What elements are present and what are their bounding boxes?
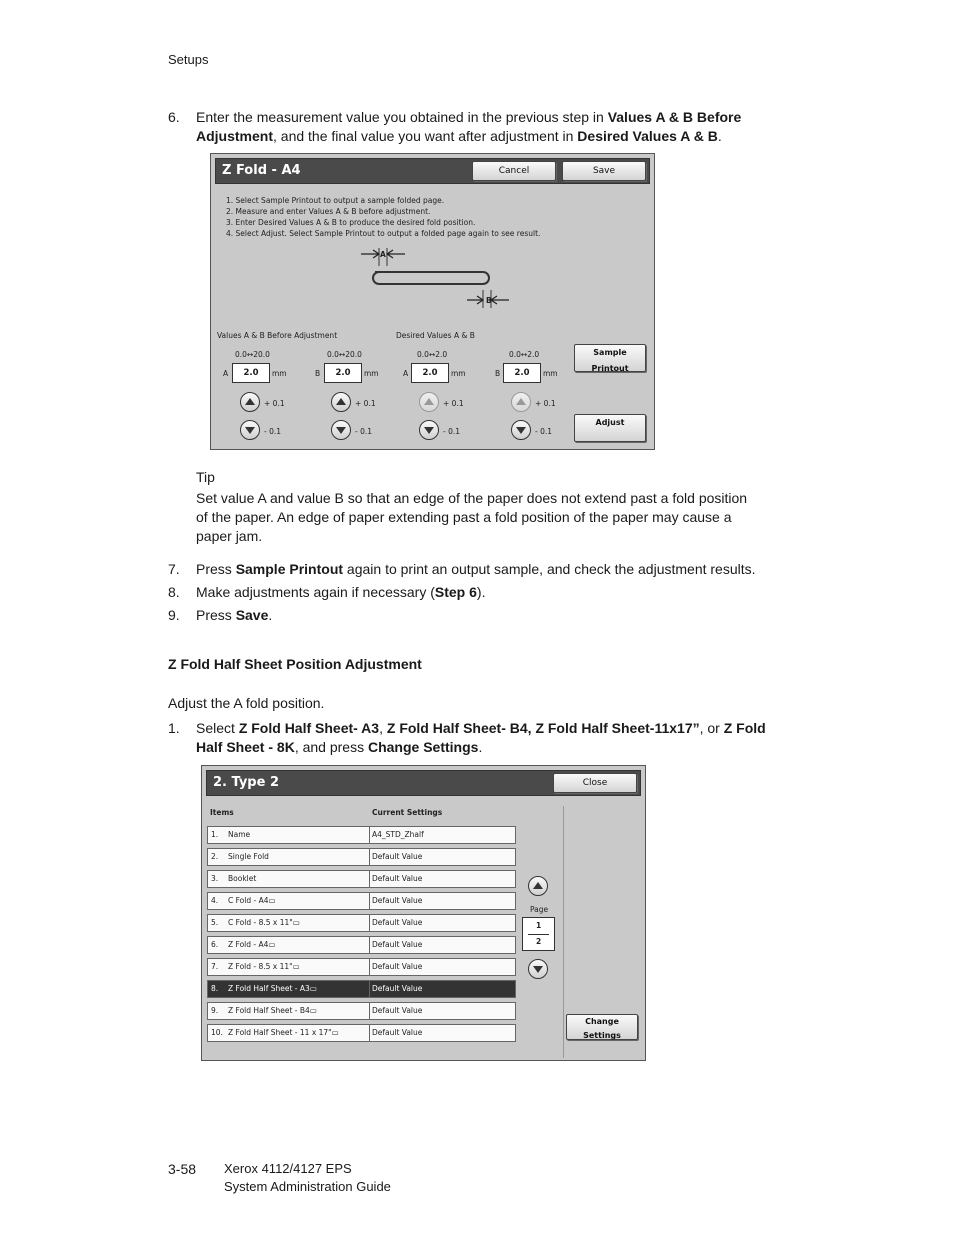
table-row-item[interactable] bbox=[207, 1024, 370, 1042]
footer-guide: System Administration Guide bbox=[224, 1179, 391, 1194]
table-row-item[interactable] bbox=[207, 1002, 370, 1020]
increment-label: + 0.1 bbox=[355, 399, 376, 408]
table-row-item[interactable] bbox=[207, 914, 370, 932]
table-row-item[interactable] bbox=[207, 892, 370, 910]
increment-label: + 0.1 bbox=[443, 399, 464, 408]
decrement-label: - 0.1 bbox=[355, 427, 373, 436]
step-7-text-part: again to print an output sample, and check the adjustment results. bbox=[343, 561, 756, 577]
page-number: 3-58 bbox=[168, 1161, 197, 1177]
step-1-text-part: , and press bbox=[294, 739, 368, 755]
step-1-bold: Z Fold Half Sheet- A3 bbox=[238, 720, 380, 736]
step-1-bold: Half Sheet - 8K bbox=[196, 739, 295, 755]
range-label: 0.0↔2.0 bbox=[509, 350, 540, 359]
step-8-text-part: ). bbox=[476, 584, 486, 600]
fold-diagram bbox=[351, 242, 521, 312]
page-label: Page bbox=[530, 905, 549, 914]
instruction-line: 4. Select Adjust. Select Sample Printout to output a folded page again to see result. bbox=[226, 229, 541, 238]
step-8-text bbox=[196, 583, 485, 602]
field-letter: A bbox=[403, 369, 409, 378]
step-1-bold: Z Fold Half Sheet- B4, Z Fold Half Sheet-11x17” bbox=[386, 720, 700, 736]
page-down-button[interactable] bbox=[528, 959, 548, 979]
decrement-label: - 0.1 bbox=[264, 427, 282, 436]
save-button[interactable]: Save bbox=[562, 161, 646, 181]
page-total: 2 bbox=[536, 937, 542, 946]
step-1-text-part: Select bbox=[196, 720, 239, 736]
increment-label: + 0.1 bbox=[535, 399, 556, 408]
page-up-button[interactable] bbox=[528, 876, 548, 896]
tip-line: paper jam. bbox=[196, 528, 263, 544]
increment-button[interactable] bbox=[419, 392, 439, 412]
triangle-up-icon bbox=[245, 398, 255, 405]
diagram-label-a: A bbox=[380, 250, 386, 259]
close-button[interactable]: Close bbox=[553, 773, 637, 793]
table-row-value[interactable]: Default Value bbox=[369, 936, 516, 954]
decrement-button[interactable] bbox=[511, 420, 531, 440]
row-item-label: Z Fold Half Sheet - 11 x 17"▭ bbox=[228, 1028, 339, 1037]
step-1-bold: Change Settings bbox=[367, 739, 479, 755]
range-label: 0.0↔20.0 bbox=[235, 350, 270, 359]
adjust-button[interactable]: Adjust bbox=[574, 414, 646, 442]
instruction-line: 2. Measure and enter Values A & B before adjustment. bbox=[226, 207, 431, 216]
triangle-down-icon bbox=[516, 427, 526, 434]
footer-product: Xerox 4112/4127 EPS bbox=[224, 1161, 352, 1176]
field-letter: A bbox=[223, 369, 229, 378]
increment-label: + 0.1 bbox=[264, 399, 285, 408]
value-a-before-input[interactable]: 2.0 bbox=[232, 363, 270, 383]
step-6-text-part: , and the final value you want after adjustment in bbox=[273, 128, 578, 144]
z-fold-a4-screen bbox=[210, 153, 655, 450]
step-9-bold: Save bbox=[235, 607, 269, 623]
change-settings-button[interactable]: Change Settings bbox=[566, 1014, 638, 1040]
table-row-item[interactable] bbox=[207, 980, 370, 998]
panel-divider bbox=[563, 806, 564, 1058]
table-row-value[interactable]: Default Value bbox=[369, 1024, 516, 1042]
row-item-label: Z Fold - 8.5 x 11"▭ bbox=[228, 962, 300, 971]
step-1-number: 1. bbox=[168, 720, 180, 736]
field-letter: B bbox=[315, 369, 321, 378]
decrement-label: - 0.1 bbox=[443, 427, 461, 436]
cancel-button[interactable]: Cancel bbox=[472, 161, 556, 181]
decrement-label: - 0.1 bbox=[535, 427, 553, 436]
decrement-button[interactable] bbox=[419, 420, 439, 440]
row-item-label: Booklet bbox=[228, 874, 257, 883]
section-heading: Z Fold Half Sheet Position Adjustment bbox=[168, 656, 422, 672]
table-row-item[interactable] bbox=[207, 826, 370, 844]
step-6-bold-desired: Desired Values A & B bbox=[577, 128, 718, 144]
tip-line: of the paper. An edge of paper extending past a fold position of the paper may cause a bbox=[196, 509, 732, 525]
step-7-text-part: Press bbox=[196, 561, 236, 577]
table-row-value[interactable]: Default Value bbox=[369, 870, 516, 888]
step-6-number: 6. bbox=[168, 109, 180, 125]
triangle-down-icon bbox=[336, 427, 346, 434]
folded-paper-shape bbox=[373, 272, 489, 284]
range-label: 0.0↔2.0 bbox=[417, 350, 448, 359]
step-6-bold-values: Values A & B Before bbox=[607, 109, 742, 125]
range-label: 0.0↔20.0 bbox=[327, 350, 362, 359]
table-row-item[interactable] bbox=[207, 870, 370, 888]
row-item-label: C Fold - 8.5 x 11"▭ bbox=[228, 918, 300, 927]
triangle-up-icon bbox=[336, 398, 346, 405]
table-row-value[interactable]: Default Value bbox=[369, 914, 516, 932]
type-2-screen bbox=[201, 765, 646, 1061]
table-row-value[interactable]: Default Value bbox=[369, 848, 516, 866]
increment-button[interactable] bbox=[331, 392, 351, 412]
arrow-right-icon bbox=[361, 250, 379, 258]
triangle-up-icon bbox=[533, 882, 543, 889]
row-number: 4. bbox=[211, 896, 219, 905]
triangle-up-icon bbox=[516, 398, 526, 405]
decrement-button[interactable] bbox=[240, 420, 260, 440]
row-item-label: Z Fold Half Sheet - B4▭ bbox=[228, 1006, 317, 1015]
step-9-text-part: Press bbox=[196, 607, 236, 623]
decrement-button[interactable] bbox=[331, 420, 351, 440]
step-7-number: 7. bbox=[168, 561, 180, 577]
row-number: 2. bbox=[211, 852, 219, 861]
table-row-value[interactable]: Default Value bbox=[369, 980, 516, 998]
tip-heading: Tip bbox=[196, 469, 215, 485]
step-1-bold: Z Fold bbox=[723, 720, 766, 736]
step-7-bold: Sample Printout bbox=[235, 561, 344, 577]
step-8-text-part: Make adjustments again if necessary ( bbox=[196, 584, 435, 600]
table-row-item[interactable] bbox=[207, 936, 370, 954]
step-1-text bbox=[196, 719, 796, 757]
step-6-text-part: Enter the measurement value you obtained in the previous step in bbox=[196, 109, 608, 125]
row-number: 8. bbox=[211, 984, 219, 993]
column-header-current: Current Settings bbox=[372, 808, 443, 817]
arrow-left-icon bbox=[491, 296, 509, 304]
step-6-bold-adjustment: Adjustment bbox=[196, 128, 273, 144]
unit-label: mm bbox=[543, 369, 558, 378]
instruction-line: 3. Enter Desired Values A & B to produce the desired fold position. bbox=[226, 218, 476, 227]
sample-printout-button[interactable]: Sample Printout bbox=[574, 344, 646, 372]
unit-label: mm bbox=[451, 369, 466, 378]
triangle-down-icon bbox=[533, 966, 543, 973]
running-header: Setups bbox=[168, 52, 209, 67]
row-number: 7. bbox=[211, 962, 219, 971]
arrow-right-icon bbox=[467, 296, 483, 304]
step-1-text-part: , or bbox=[699, 720, 724, 736]
screen-title: 2. Type 2 bbox=[213, 775, 280, 790]
table-row-value[interactable]: Default Value bbox=[369, 958, 516, 976]
table-row-value[interactable]: Default Value bbox=[369, 1002, 516, 1020]
instruction-line: 1. Select Sample Printout to output a sample folded page. bbox=[226, 196, 445, 205]
step-9-number: 9. bbox=[168, 607, 180, 623]
row-item-label: C Fold - A4▭ bbox=[228, 896, 276, 905]
step-6-text-part: . bbox=[717, 128, 722, 144]
value-a-desired-input[interactable]: 2.0 bbox=[411, 363, 449, 383]
increment-button[interactable] bbox=[240, 392, 260, 412]
row-item-label: Name bbox=[228, 830, 251, 839]
desired-values-label: Desired Values A & B bbox=[396, 331, 475, 340]
value-b-before-input[interactable]: 2.0 bbox=[324, 363, 362, 383]
tip-line: Set value A and value B so that an edge of the paper does not extend past a fold position bbox=[196, 490, 748, 506]
row-number: 5. bbox=[211, 918, 219, 927]
step-1-text-part: . bbox=[478, 739, 483, 755]
diagram-label-b: B bbox=[486, 296, 492, 305]
page-current: 1 bbox=[536, 921, 542, 930]
screen-title: Z Fold - A4 bbox=[222, 163, 301, 178]
step-1-text-part: , bbox=[379, 720, 387, 736]
row-number: 3. bbox=[211, 874, 219, 883]
increment-button[interactable] bbox=[511, 392, 531, 412]
intro-text: Adjust the A fold position. bbox=[168, 695, 325, 711]
table-row-value[interactable]: Default Value bbox=[369, 892, 516, 910]
row-item-label: Z Fold Half Sheet - A3▭ bbox=[228, 984, 317, 993]
row-item-label: Single Fold bbox=[228, 852, 269, 861]
step-6-text bbox=[196, 108, 796, 146]
triangle-down-icon bbox=[245, 427, 255, 434]
value-b-desired-input[interactable]: 2.0 bbox=[503, 363, 541, 383]
table-row-item[interactable] bbox=[207, 848, 370, 866]
table-row-value[interactable]: A4_STD_Zhalf bbox=[369, 826, 516, 844]
step-8-bold: Step 6 bbox=[434, 584, 477, 600]
row-number: 6. bbox=[211, 940, 219, 949]
row-number: 10. bbox=[211, 1028, 223, 1037]
column-header-items: Items bbox=[210, 808, 234, 817]
field-letter: B bbox=[495, 369, 501, 378]
row-item-label: Z Fold - A4▭ bbox=[228, 940, 276, 949]
step-7-text bbox=[196, 560, 756, 579]
row-number: 1. bbox=[211, 830, 219, 839]
table-row-item[interactable] bbox=[207, 958, 370, 976]
unit-label: mm bbox=[364, 369, 379, 378]
arrow-left-icon bbox=[387, 250, 405, 258]
before-adjustment-label: Values A & B Before Adjustment bbox=[217, 331, 338, 340]
step-9-text-part: . bbox=[268, 607, 273, 623]
page-divider bbox=[528, 934, 549, 935]
unit-label: mm bbox=[272, 369, 287, 378]
triangle-up-icon bbox=[424, 398, 434, 405]
page-indicator bbox=[522, 917, 555, 951]
triangle-down-icon bbox=[424, 427, 434, 434]
step-9-text bbox=[196, 606, 272, 625]
step-8-number: 8. bbox=[168, 584, 180, 600]
row-number: 9. bbox=[211, 1006, 219, 1015]
